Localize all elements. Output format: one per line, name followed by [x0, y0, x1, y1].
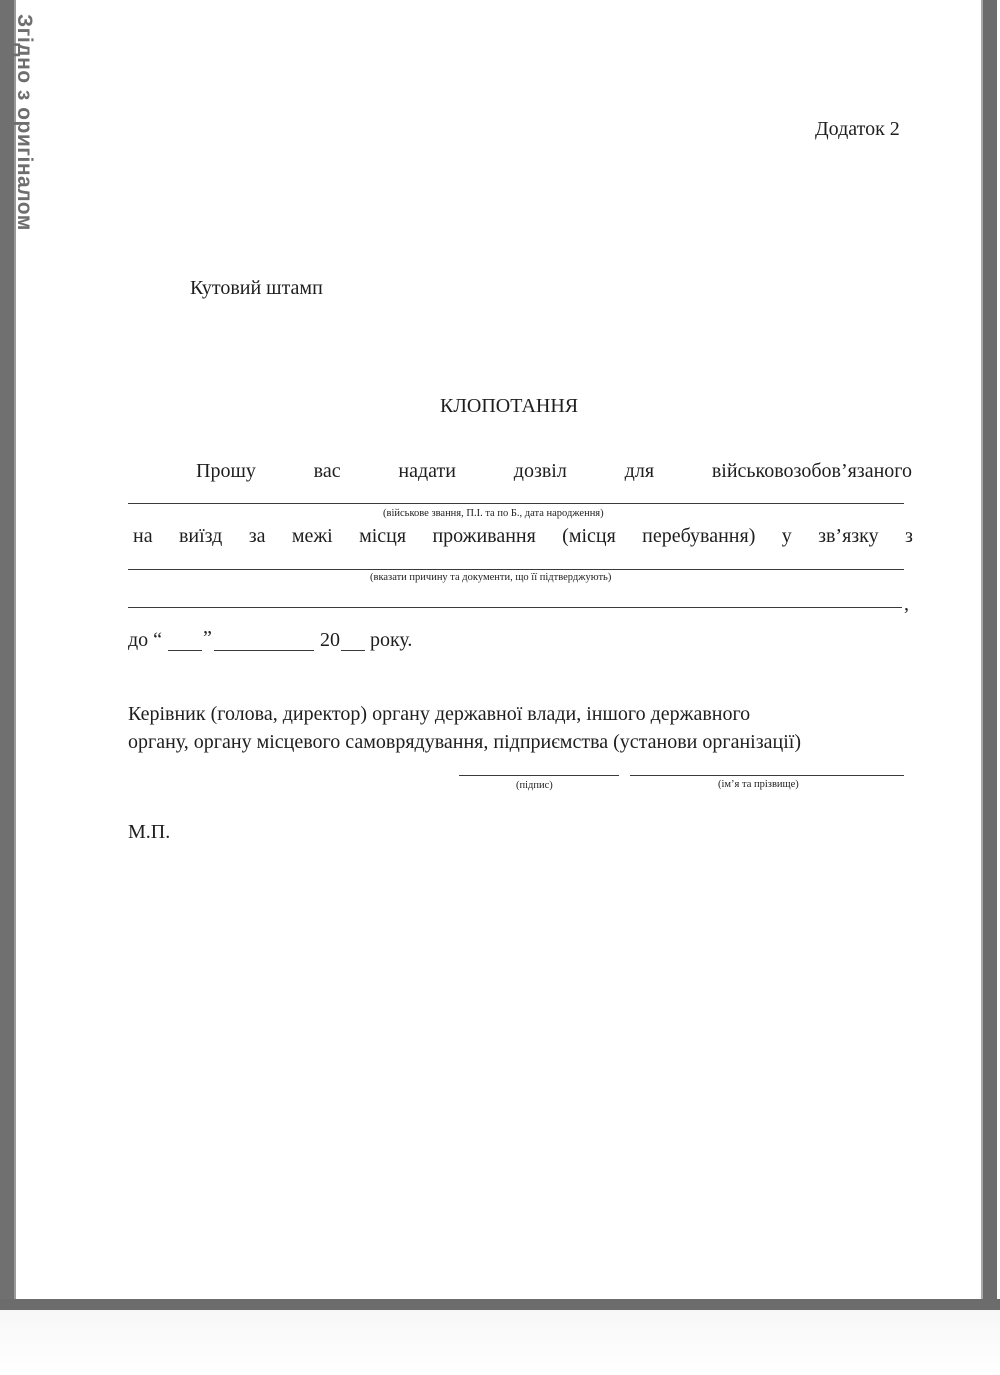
reason-fill-line-2: [128, 607, 902, 608]
reason-fill-line-1: [128, 569, 904, 570]
person-fill-line: [128, 503, 904, 504]
word: вас: [313, 460, 341, 482]
line-end-comma: ,: [904, 593, 909, 615]
scan-bottom-margin: [0, 1310, 1000, 1375]
until-suffix: року.: [370, 629, 413, 651]
name-fill-line: [630, 775, 904, 776]
document-title: КЛОПОТАННЯ: [440, 395, 579, 417]
day-fill-line: [168, 650, 202, 651]
signature-fill-line: [459, 775, 619, 776]
scan-left-border: [0, 0, 14, 1310]
word: проживання: [432, 525, 536, 547]
word: Прошу: [196, 460, 256, 482]
scan-bottom-border: [0, 1299, 1000, 1310]
seal-place-label: М.П.: [128, 821, 171, 843]
month-fill-line: [214, 650, 314, 651]
word: у: [781, 525, 792, 547]
word: зв’язку: [818, 525, 879, 547]
caption-signature: (підпис): [516, 780, 553, 791]
head-text-line-2: органу, органу місцевого самоврядування, підприємства (установи організації): [128, 731, 801, 753]
word: за: [248, 525, 266, 547]
word: дозвіл: [513, 460, 567, 482]
head-text-line-1: Керівник (голова, директор) органу державної влади, іншого державного: [128, 703, 751, 725]
word: межі: [291, 525, 333, 547]
word: (місця: [562, 525, 616, 547]
scan-right-border: [983, 0, 997, 1310]
appendix-label: Додаток 2: [815, 118, 900, 140]
word: для: [624, 460, 655, 482]
scan-right-border-edge: [981, 0, 983, 1310]
until-quote-close: ”: [203, 627, 212, 649]
word: виїзд: [178, 525, 223, 547]
caption-reason: (вказати причину та документи, що її підтверджують): [370, 572, 612, 583]
word: перебування): [642, 525, 756, 547]
corner-stamp-label: Кутовий штамп: [190, 277, 323, 299]
word: на: [133, 525, 153, 547]
travel-line: [133, 526, 913, 546]
year-fill-line: [341, 650, 365, 651]
caption-person: (військове звання, П.І. та по Б., дата народження): [383, 508, 604, 519]
year-prefix: 20: [320, 629, 340, 651]
word: військовозобов’язаного: [711, 460, 912, 482]
caption-name: (ім’я та прізвище): [718, 779, 799, 790]
until-prefix: до “: [128, 629, 163, 651]
word: надати: [398, 460, 456, 482]
request-line: [196, 461, 912, 481]
word: місця: [359, 525, 407, 547]
word: з: [904, 525, 913, 547]
certified-copy-stamp: Згідно з оригіналом: [13, 14, 36, 231]
